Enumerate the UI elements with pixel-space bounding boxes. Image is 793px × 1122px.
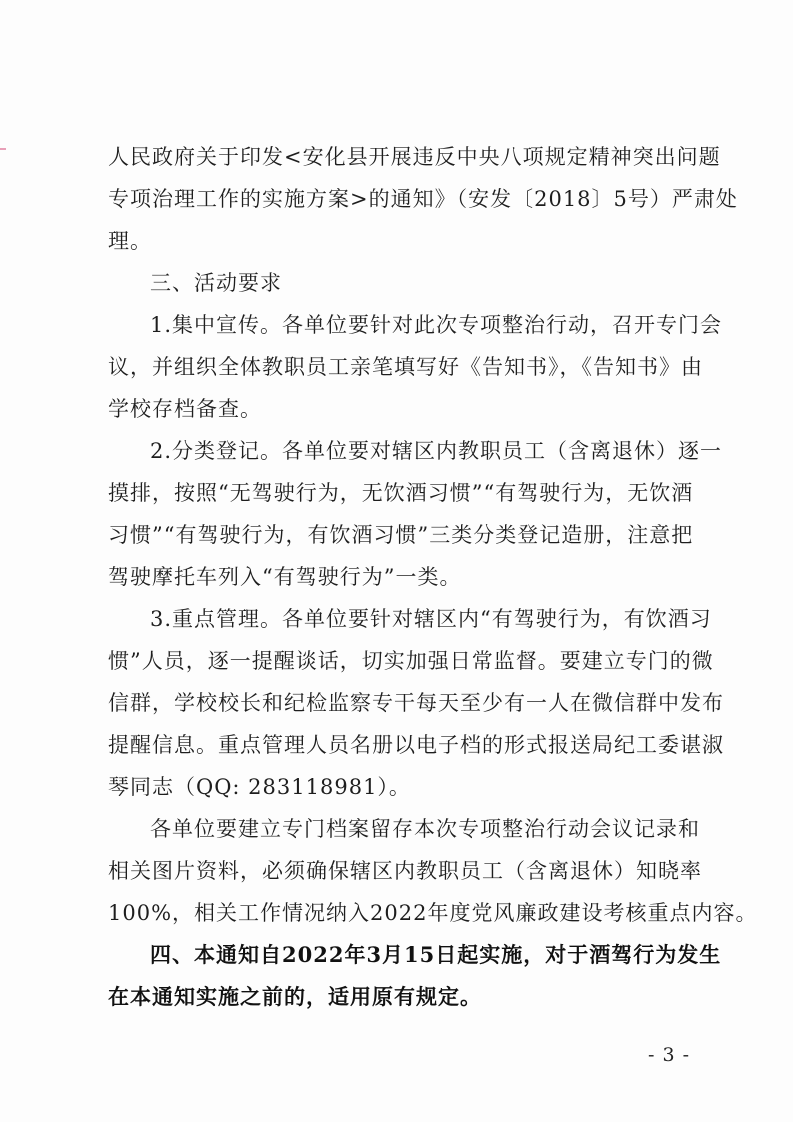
- page-number: - 3 -: [648, 1044, 691, 1066]
- body-line: 人民政府关于印发<安化县开展违反中央八项规定精神突出问题: [108, 145, 721, 169]
- body-line: 信群，学校校长和纪检监察专干每天至少有一人在微信群中发布: [108, 691, 724, 715]
- body-line: 3.重点管理。各单位要针对辖区内“有驾驶行为，有饮酒习: [150, 607, 712, 631]
- body-line: 理。: [108, 229, 152, 253]
- body-line: 各单位要建立专门档案留存本次专项整治行动会议记录和: [150, 817, 700, 841]
- margin-mark: [0, 148, 6, 150]
- body-line: 相关图片资料，必须确保辖区内教职员工（含离退休）知晓率: [108, 859, 702, 883]
- body-line: 习惯”“有驾驶行为，有饮酒习惯”三类分类登记造册，注意把: [108, 523, 694, 547]
- body-line: 学校存档备查。: [108, 397, 262, 421]
- body-line: 1.集中宣传。各单位要针对此次专项整治行动，召开专门会: [150, 313, 723, 337]
- body-line: 琴同志（QQ: 283118981）。: [108, 775, 411, 799]
- body-line: 2.分类登记。各单位要对辖区内教职员工（含离退休）逐一: [150, 439, 723, 463]
- body-line: 100%，相关工作情况纳入2022年度党风廉政建设考核重点内容。: [108, 901, 758, 925]
- section-heading: 四、本通知自2022年3月15日起实施，对于酒驾行为发生: [150, 942, 722, 967]
- body-line: 惯”人员，逐一提醒谈话，切实加强日常监督。要建立专门的微: [108, 649, 714, 673]
- body-line: 提醒信息。重点管理人员名册以电子档的形式报送局纪工委谌淑: [108, 733, 724, 757]
- body-line: 议，并组织全体教职员工亲笔填写好《告知书》，《告知书》由: [108, 355, 703, 379]
- body-line: 驾驶摩托车列入“有驾驶行为”一类。: [108, 565, 462, 589]
- section-heading: 三、活动要求: [150, 271, 282, 295]
- body-line: 专项治理工作的实施方案>的通知》（安发〔2018〕5号）严肃处: [108, 187, 738, 211]
- body-line: 摸排，按照“无驾驶行为，无饮酒习惯”“有驾驶行为，无饮酒: [108, 481, 694, 505]
- body-line: 在本通知实施之前的，适用原有规定。: [108, 984, 482, 1009]
